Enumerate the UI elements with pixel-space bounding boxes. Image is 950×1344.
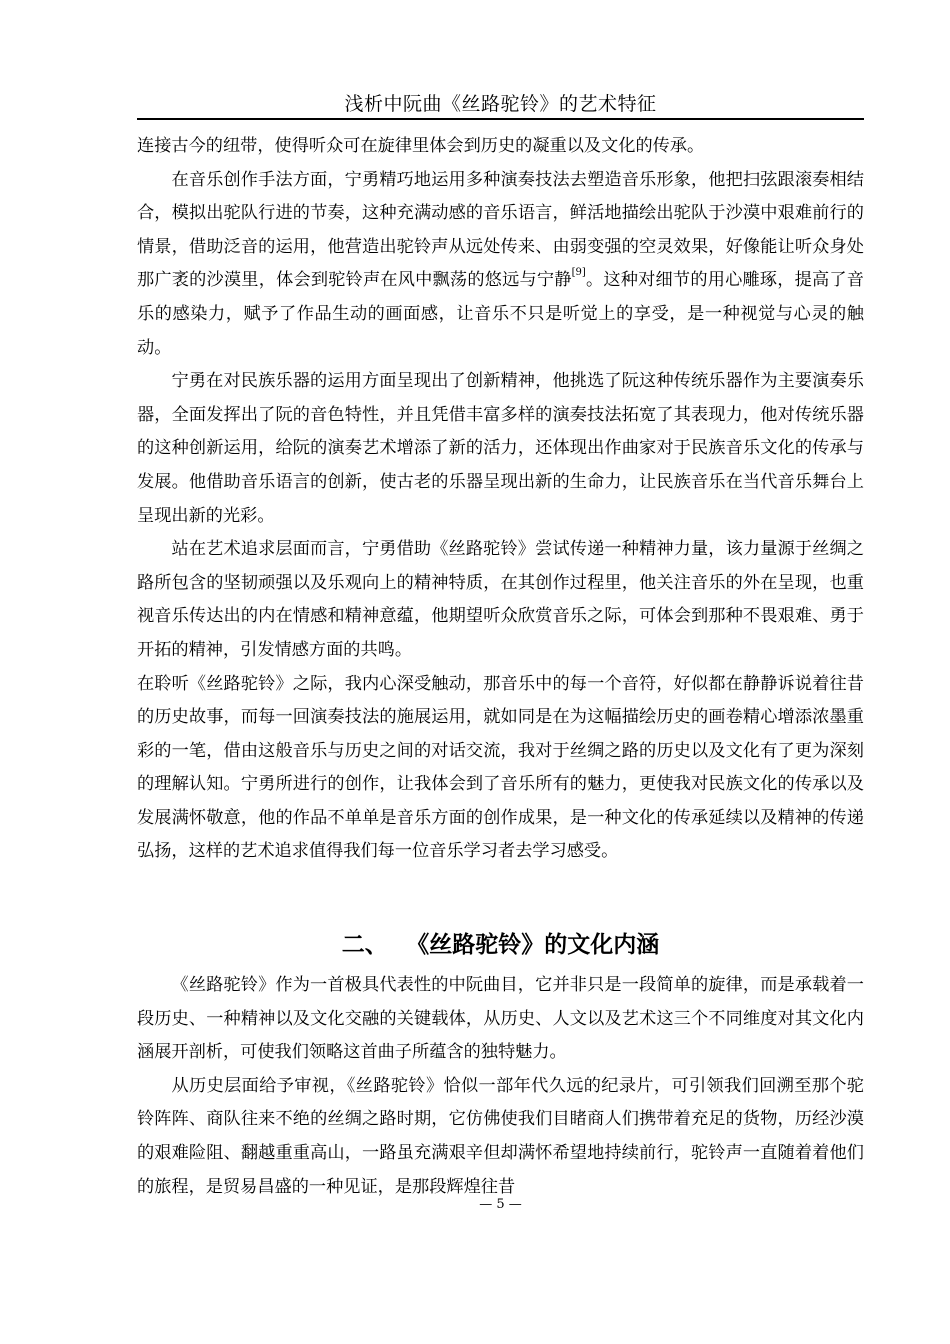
- paragraph-personal-reflection: 在聆听《丝路驼铃》之际，我内心深受触动，那音乐中的每一个音符，好似都在静静诉说着往昔的历史故事，而每一回演奏技法的施展运用，就如同是在为这幅描绘历史的画卷精心增添浓墨重彩的一笔，借由这般音乐与历史之间的对话交流，我对于丝绸之路的历史以及文化有了更为深刻的理解认知。宁勇所进行的创作，让我体会到了音乐所有的魅力，更使我对民族文化的传承以及发展满怀敬意，他的作品不单单是音乐方面的创作成果，是一种文化的传承延续以及精神的传递弘扬，这样的艺术追求值得我们每一位音乐学习者去学习感受。: [137, 673, 864, 862]
- paragraph-composition-techniques: [137, 164, 864, 366]
- citation-marker: [9]: [571, 267, 586, 279]
- page-number: — 5 —: [479, 1197, 522, 1212]
- paragraph-continuation: 连接古今的纽带，使得听众可在旋律里体会到历史的凝重以及文化的传承。: [137, 136, 705, 156]
- section-number: 二、: [341, 932, 388, 959]
- paragraph-instrument-innovation: 宁勇在对民族乐器的运用方面呈现出了创新精神，他挑选了阮这种传统乐器作为主要演奏乐器，全面发挥出了阮的音色特性，并且凭借丰富多样的演奏技法拓宽了其表现力，他对传统乐器的这种创新运用，给阮的演奏艺术增添了新的活力，还体现出作曲家对于民族音乐文化的传承与发展。他借助音乐语言的创新，使古老的乐器呈现出新的生命力，让民族音乐在当代音乐舞台上呈现出新的光彩。: [137, 371, 864, 526]
- paragraph-artistic-pursuit: 站在艺术追求层面而言，宁勇借助《丝路驼铃》尝试传递一种精神力量，该力量源于丝绸之路所包含的坚韧顽强以及乐观向上的精神特质，在其创作过程里，他关注音乐的外在呈现，也重视音乐传达出的内在情感和精神意蕴，他期望听众欣赏音乐之际，可体会到那种不畏艰难、勇于开拓的精神，引发情感方面的共鸣。: [137, 539, 864, 660]
- paragraph-text-tail: 。这种对细节的用心雕琢，提高了音乐的感染力，赋予了作品生动的画面感，让音乐不只是听觉上的享受，是一种视觉与心灵的触动。: [137, 270, 864, 358]
- paragraph-text: 在音乐创作手法方面，宁勇精巧地运用多种演奏技法去塑造音乐形象，他把扫弦跟滚奏相结合，模拟出驼队行进的节奏，这种充满动感的音乐语言，鲜活地描绘出驼队于沙漠中艰难前行的情景，借助泛音的运用，他营造出驼铃声从远处传来、由弱变强的空灵效果，好像能让听众身处那广袤的沙漠里，体会到驼铃声在风中飘荡的悠远与宁静: [137, 169, 864, 291]
- page-content: [137, 130, 864, 1204]
- paragraph-cultural-overview: 《丝路驼铃》作为一首极具代表性的中阮曲目，它并非只是一段简单的旋律，而是承载着一段历史、一种精神以及文化交融的关键载体，从历史、人文以及艺术这三个不同维度对其文化内涵展开剖析，可使我们领略这首曲子所蕴含的独特魅力。: [137, 975, 864, 1063]
- section-title: 《丝路驼铃》的文化内涵: [417, 932, 660, 959]
- header-rule: [137, 118, 864, 120]
- paragraph-historical-perspective: 从历史层面给予审视，《丝路驼铃》恰似一部年代久远的纪录片，可引领我们回溯至那个驼铃阵阵、商队往来不绝的丝绸之路时期，它仿佛使我们目睹商人们携带着充足的货物，历经沙漠的艰难险阻、翻越重重高山，一路虽充满艰辛但却满怀希望地持续前行，驼铃声一直随着着他们的旅程，是贸易昌盛的一种见证，是那段辉煌往昔: [137, 1075, 864, 1197]
- section-heading: [137, 921, 864, 969]
- document-page: [137, 0, 864, 1344]
- running-header: 浅析中阮曲《丝路驼铃》的艺术特征: [344, 93, 657, 115]
